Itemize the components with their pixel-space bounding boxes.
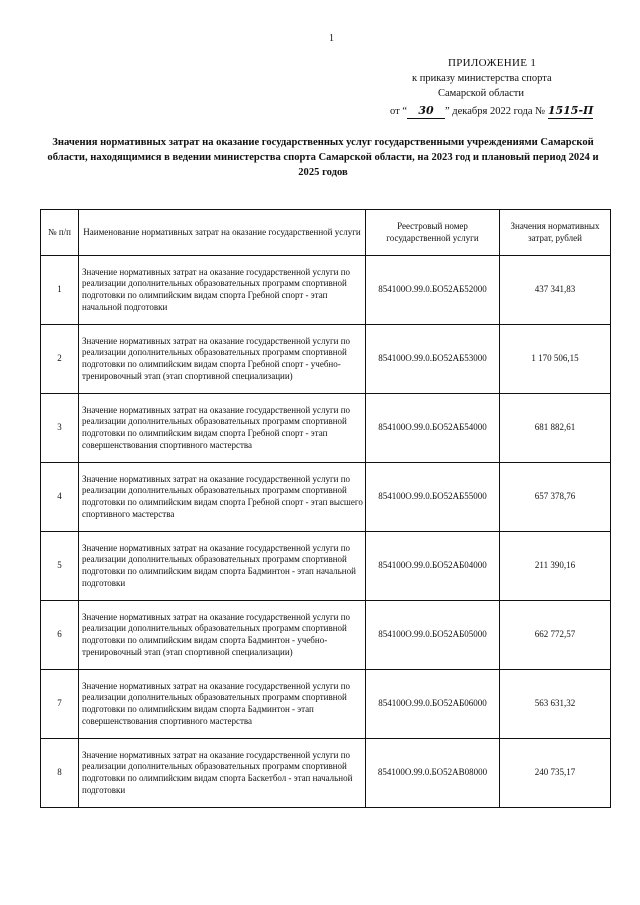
table-row bbox=[41, 670, 611, 739]
header-name: Наименование нормативных затрат на оказание государственной услуги bbox=[79, 210, 366, 256]
order-prefix: от “ bbox=[390, 106, 407, 117]
row-name: Значение нормативных затрат на оказание государственной услуги по реализации дополнительных образовательных программ спортивной подготовки по олимпийским видам спорта Бадминтон - этап начальной подготовки bbox=[79, 532, 366, 601]
row-cost: 240 735,17 bbox=[500, 739, 611, 808]
appendix-block bbox=[390, 56, 610, 119]
row-num: 5 bbox=[41, 532, 79, 601]
row-num: 4 bbox=[41, 463, 79, 532]
row-cost: 211 390,16 bbox=[500, 532, 611, 601]
table-row bbox=[41, 601, 611, 670]
row-name: Значение нормативных затрат на оказание государственной услуги по реализации дополнительных образовательных программ спортивной подготовки по олимпийским видам спорта Бадминтон - этап совершенствования спортивного мастерства bbox=[79, 670, 366, 739]
table-row bbox=[41, 256, 611, 325]
table-row bbox=[41, 463, 611, 532]
row-name: Значение нормативных затрат на оказание государственной услуги по реализации дополнительных образовательных программ спортивной подготовки по олимпийским видам спорта Гребной спорт - этап совершенствования спортивного мастерства bbox=[79, 394, 366, 463]
row-num: 2 bbox=[41, 325, 79, 394]
row-code: 854100О.99.0.БО52АБ53000 bbox=[366, 325, 500, 394]
row-code: 854100О.99.0.БО52АБ55000 bbox=[366, 463, 500, 532]
page-number: 1 bbox=[329, 33, 334, 44]
row-code: 854100О.99.0.БО52АБ06000 bbox=[366, 670, 500, 739]
order-number: 1515-П bbox=[547, 104, 594, 117]
header-num: № п/п bbox=[41, 210, 79, 256]
row-num: 1 bbox=[41, 256, 79, 325]
table-header-row bbox=[41, 210, 611, 256]
row-num: 8 bbox=[41, 739, 79, 808]
header-code: Реестровый номер государственной услуги bbox=[366, 210, 500, 256]
row-cost: 563 631,32 bbox=[500, 670, 611, 739]
norms-table bbox=[40, 209, 611, 808]
table-row bbox=[41, 325, 611, 394]
row-cost: 662 772,57 bbox=[500, 601, 611, 670]
row-code: 854100О.99.0.БО52АБ52000 bbox=[366, 256, 500, 325]
order-day: 30 bbox=[407, 103, 445, 119]
appendix-title: ПРИЛОЖЕНИЕ 1 bbox=[448, 57, 537, 69]
order-reference bbox=[390, 103, 610, 119]
header-cost: Значения нормативных затрат, рублей bbox=[500, 210, 611, 256]
row-code: 854100О.99.0.БО52АБ54000 bbox=[366, 394, 500, 463]
row-code: 854100О.99.0.БО52АБ05000 bbox=[366, 601, 500, 670]
row-num: 3 bbox=[41, 394, 79, 463]
table-row bbox=[41, 739, 611, 808]
row-name: Значение нормативных затрат на оказание государственной услуги по реализации дополнительных образовательных программ спортивной подготовки по олимпийским видам спорта Баскетбол - этап начальной подготовки bbox=[79, 739, 366, 808]
row-num: 7 bbox=[41, 670, 79, 739]
table-row bbox=[41, 394, 611, 463]
row-cost: 437 341,83 bbox=[500, 256, 611, 325]
row-name: Значение нормативных затрат на оказание государственной услуги по реализации дополнительных образовательных программ спортивной подготовки по олимпийским видам спорта Гребной спорт - этап высшего спортивного мастерства bbox=[79, 463, 366, 532]
appendix-line-region: Самарской области bbox=[438, 88, 524, 99]
row-name: Значение нормативных затрат на оказание государственной услуги по реализации дополнительных образовательных программ спортивной подготовки по олимпийским видам спорта Гребной спорт - учебно-тренировочный этап (этап спортивной специализации) bbox=[79, 325, 366, 394]
appendix-line-ministry: к приказу министерства спорта bbox=[412, 73, 552, 84]
row-cost: 657 378,76 bbox=[500, 463, 611, 532]
row-cost: 681 882,61 bbox=[500, 394, 611, 463]
row-cost: 1 170 506,15 bbox=[500, 325, 611, 394]
row-name: Значение нормативных затрат на оказание государственной услуги по реализации дополнительных образовательных программ спортивной подготовки по олимпийским видам спорта Бадминтон - учебно-тренировочный этап (этап спортивной специализации) bbox=[79, 601, 366, 670]
order-mid: ” декабря 2022 года № bbox=[445, 106, 546, 117]
row-name: Значение нормативных затрат на оказание государственной услуги по реализации дополнительных образовательных программ спортивной подготовки по олимпийским видам спорта Гребной спорт - этап начальной подготовки bbox=[79, 256, 366, 325]
row-code: 854100О.99.0.БО52АВ08000 bbox=[366, 739, 500, 808]
document-heading: Значения нормативных затрат на оказание государственных услуг государственными учреждениями Самарской области, находящимися в ведении министерства спорта Самарской области, на 2023 год и плановый период 2024 и 2025 годов bbox=[47, 137, 599, 178]
row-num: 6 bbox=[41, 601, 79, 670]
row-code: 854100О.99.0.БО52АБ04000 bbox=[366, 532, 500, 601]
table-row bbox=[41, 532, 611, 601]
